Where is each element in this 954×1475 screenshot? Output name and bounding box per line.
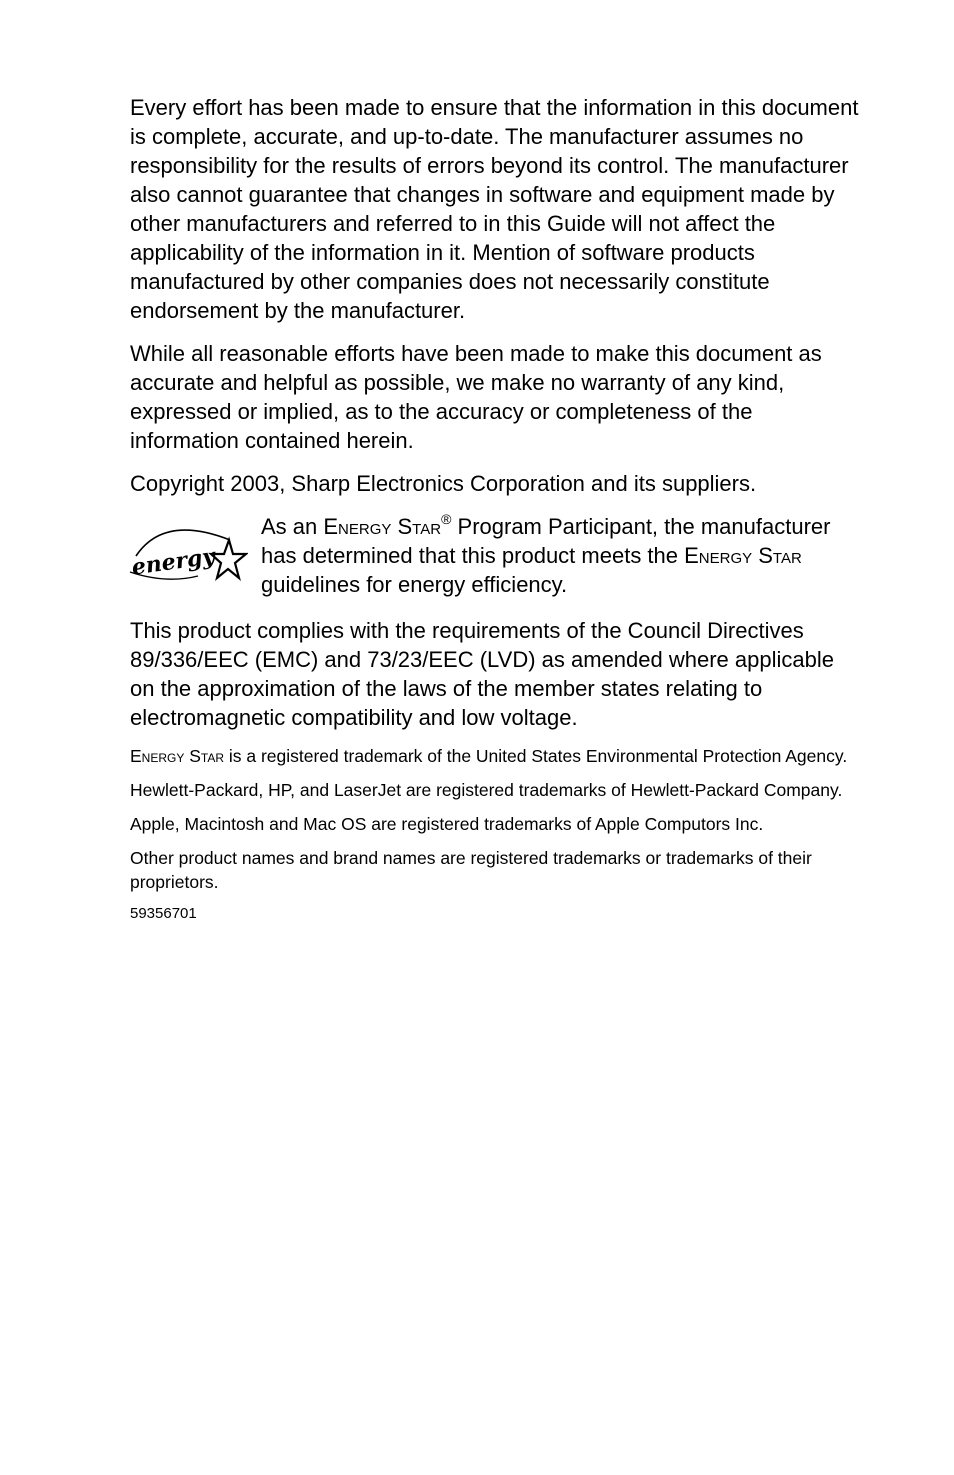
- compliance-paragraph: This product complies with the requirements of the Council Directives 89/336/EEC (EMC) and 73/23/EEC (LVD) as amended where applicable on the approximation of the laws of the member states relating to electromagnetic compatibility and low voltage.: [130, 618, 834, 730]
- energy-text-part: guidelines for energy efficiency.: [261, 572, 568, 597]
- energy-star-name: Energy Star: [684, 543, 802, 568]
- document-page: [130, 93, 860, 924]
- energy-text-part: As an: [261, 514, 324, 539]
- energy-text-part: Program Participant, the manufacturer has determined that this product meets the: [261, 514, 831, 568]
- warranty-paragraph: While all reasonable efforts have been made to make this document as accurate and helpful as possible, we make no warranty of any kind, expressed or implied, as to the accuracy or completeness of the information contained herein.: [130, 341, 822, 453]
- trademark-text: is a registered trademark of the United States Environmental Protection Agency.: [224, 746, 848, 766]
- energy-star-name: Energy Star: [323, 514, 442, 539]
- energy-star-name: Energy Star: [130, 746, 224, 766]
- energy-logo-wordmark: energy: [130, 543, 217, 581]
- other-trademark-note: Other product names and brand names are registered trademarks or trademarks of their proprietors.: [130, 848, 812, 892]
- disclaimer-paragraph: Every effort has been made to ensure that the information in this document is complete, accurate, and up-to-date. The manufacturer assumes no responsibility for the results of errors beyond its control. The manufacturer also cannot guarantee that changes in software and equipment made by other manufacturers and referred to in this Guide will not affect the applicability of the information in it. Mention of software products manufactured by other companies does not necessarily constitute endorsement by the manufacturer.: [130, 95, 859, 323]
- energy-star-statement: [261, 512, 860, 599]
- copyright-paragraph: Copyright 2003, Sharp Electronics Corporation and its suppliers.: [130, 471, 757, 496]
- registered-mark: ®: [441, 510, 452, 527]
- energy-star-logo-icon: [126, 518, 248, 590]
- energy-star-trademark-note: [130, 744, 860, 768]
- document-number: 59356701: [130, 905, 197, 922]
- apple-trademark-note: Apple, Macintosh and Mac OS are registered trademarks of Apple Computors Inc.: [130, 814, 764, 834]
- energy-star-section: [130, 512, 860, 602]
- hp-trademark-note: Hewlett-Packard, HP, and LaserJet are registered trademarks of Hewlett-Packard Company.: [130, 780, 843, 800]
